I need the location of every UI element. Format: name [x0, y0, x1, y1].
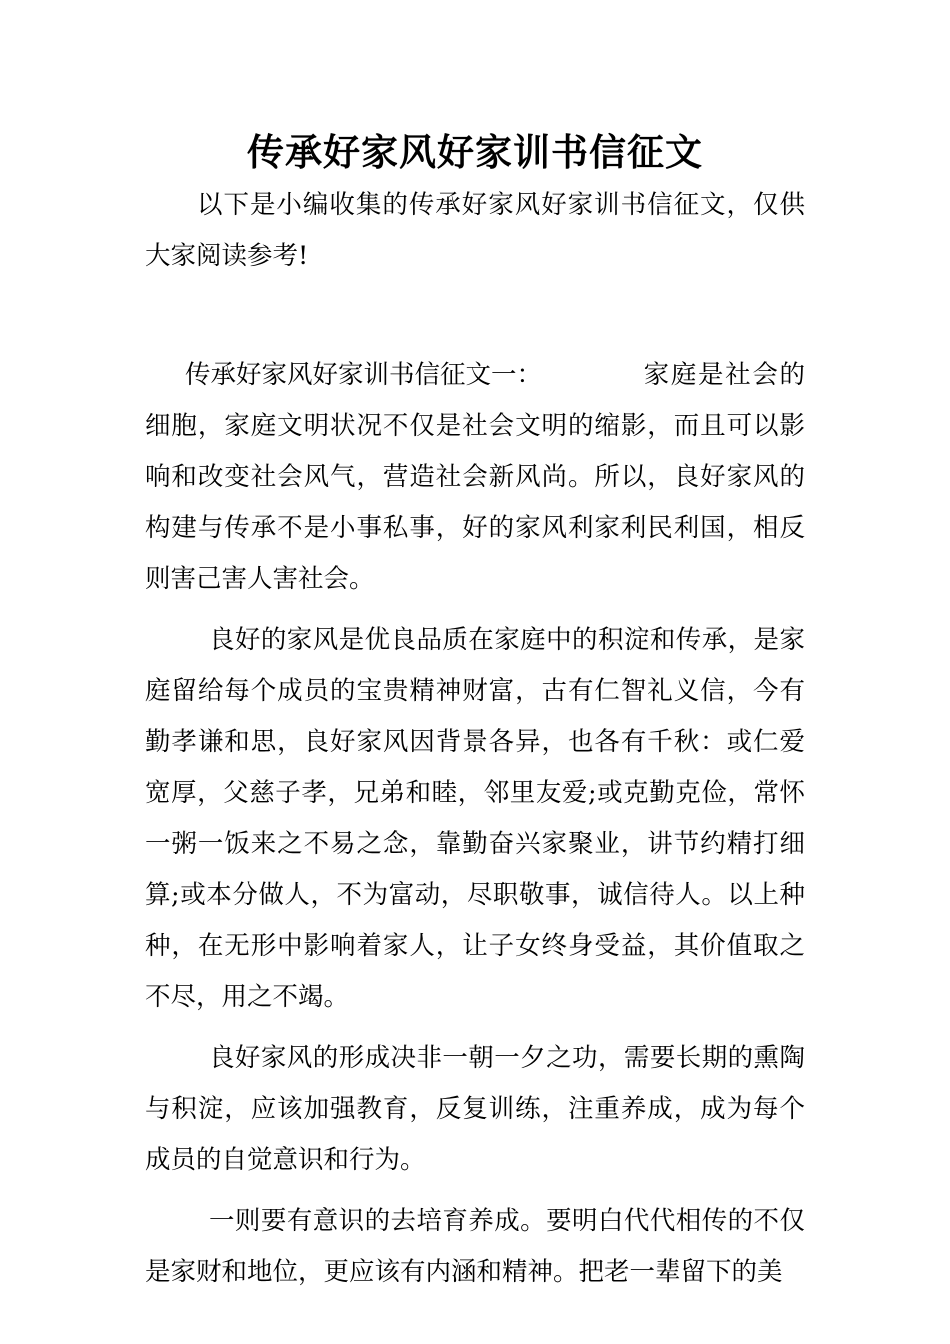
intro-paragraph: 以下是小编收集的传承好家风好家训书信征文，仅供大家阅读参考!	[145, 190, 805, 271]
document-body	[145, 180, 805, 1298]
body-paragraph-2: 良好家风的形成决非一朝一夕之功，需要长期的熏陶与积淀，应该加强教育，反复训练，注重养成，成为每个成员的自觉意识和行为。	[145, 1043, 805, 1175]
document-title: 传承好家风好家训书信征文	[247, 130, 703, 174]
section-1-paragraph	[145, 350, 805, 605]
body-paragraph-3: 一则要有意识的去培育养成。要明白代代相传的不仅是家财和地位，更应该有内涵和精神。把老一辈留下的美	[145, 1206, 805, 1287]
section-1-heading: 传承好家风好家训书信征文一：	[185, 360, 543, 390]
body-paragraph-1: 良好的家风是优良品质在家庭中的积淀和传承，是家庭留给每个成员的宝贵精神财富，古有仁智礼义信，今有勤孝谦和思，良好家风因背景各异，也各有千秋：或仁爱宽厚，父慈子孝，兄弟和睦，邻里友爱;或克勤克俭，常怀一粥一饭来之不易之念，靠勤奋兴家聚业，讲节约精打细算;或本分做人，不为富动，尽职敬事，诚信待人。以上种种，在无形中影响着家人，让子女终身受益，其价值取之不尽，用之不竭。	[145, 625, 805, 1012]
section-1-first-text: 家庭是社会的细胞，家庭文明状况不仅是社会文明的缩影，而且可以影响和改变社会风气，营造社会新风尚。所以，良好家风的构建与传承不是小事私事，好的家风利家利民利国，相反则害己害人害社会。	[145, 360, 805, 594]
